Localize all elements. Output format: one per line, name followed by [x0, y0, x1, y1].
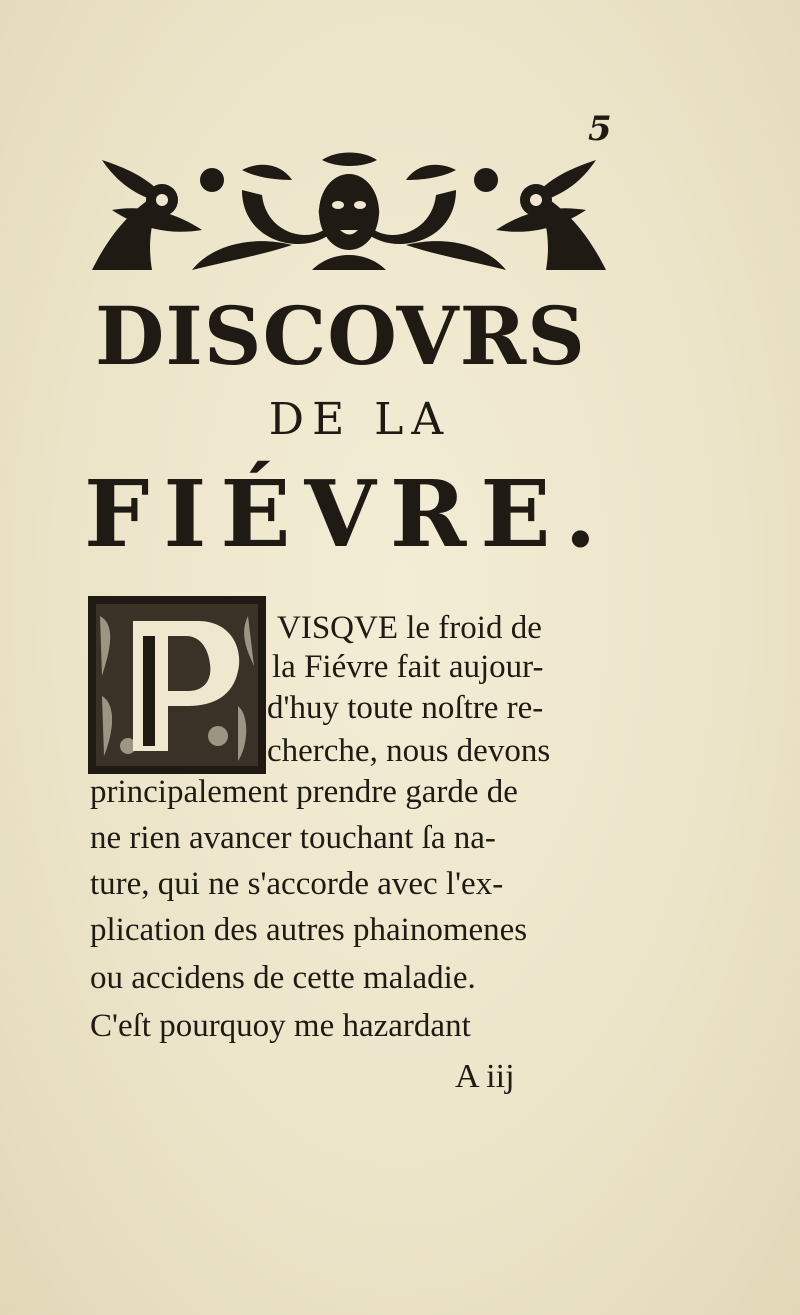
title-line-1: DISCOVRS: [95, 289, 586, 383]
body-line-8: plication des autres phainomenes: [90, 912, 528, 948]
dropcap-letter: P: [177, 701, 178, 702]
body-line-1: VISQVE le froid de: [277, 610, 542, 646]
page-number: 5: [588, 109, 612, 149]
decorated-initial-p: [88, 596, 266, 774]
body-line-3: d'huy toute noſtre re-: [267, 690, 544, 726]
headpiece-ornament: [92, 150, 606, 274]
title-line-2: DE LA: [268, 394, 452, 445]
title-line-3: FIÉVRE.: [84, 460, 611, 568]
body-line-2: la Fiévre fait aujour-: [272, 649, 544, 685]
body-line-10: C'eſt pourquoy me hazardant: [90, 1008, 471, 1044]
body-line-4: cherche, nous devons: [267, 733, 551, 769]
body-line-6: ne rien avancer touchant ſa na-: [90, 820, 496, 856]
body-line-9: ou accidens de cette maladie.: [90, 960, 476, 996]
body-line-7: ture, qui ne s'accorde avec l'ex-: [90, 866, 504, 902]
signature-mark: A iij: [455, 1058, 515, 1095]
body-line-5: principalement prendre garde de: [90, 774, 518, 810]
